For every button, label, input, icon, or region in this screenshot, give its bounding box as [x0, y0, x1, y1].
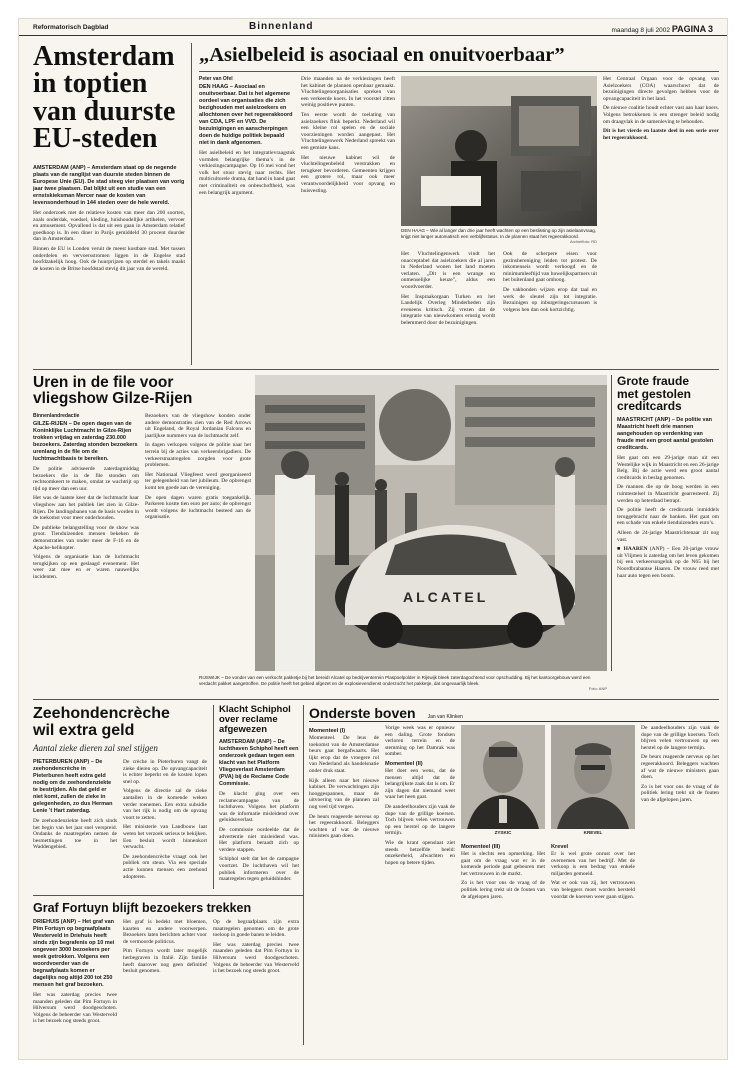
article-zeehond-subtitle: Aantal zieke dieren zal snel stijgen [33, 743, 158, 753]
column-author: Jan van Klinken [427, 714, 463, 720]
article-amsterdam-title [33, 43, 183, 153]
paragraph: Ook de scherpere eisen voor gezinshereniging leiden tot protest. De inkomenseis wordt verhoogd en de minimumleeftijd van huwelijkspartners uit het buitenland gaat omhoog. [503, 251, 597, 284]
paragraph: Het gaat om een 29-jarige man uit een Westelijke wijk in Maastricht en een 26-jarige Belg. Bij de actie werd een groot aantal creditcards in beslag genomen. [617, 455, 719, 481]
title-line: afgewezen [219, 724, 268, 735]
paragraph: De vakbonden wijzen erop dat taal en werk de sleutel zijn tot integratie. Bezuinigen op inburgeringscursussen is volgens hen dan ook kortzichtig. [503, 286, 597, 313]
paragraph: Bezoekers van de vliegshow konden onder andere demonstraties zien van de Red Arrows uit Engeland, de Royal Jordanian Falcons en jaarlijkse nummers van de luchtmacht zelf. [145, 413, 251, 439]
alcatel-photo [255, 375, 607, 671]
paragraph: Volgens de directie zal de zieke aantallen in de komende weken verder toenemen. Een extra subsidie van het rijk is nodig om de opvang voort te zetten. [123, 788, 207, 821]
paragraph: Ten eerste wordt de toelating van asielzoekers flink beperkt. Nederland wil een kleine rol spelen en de sociale voorzieningen worden aangepast. Het Vluchtelingenwerk Nederland spreekt van een gemiste kans. [301, 111, 395, 151]
caption-text: DEN HAAG – Wie al langer dan drie jaar heeft wachten op een beslissing op zijn asielaanvraag, krijgt niet langer automatisch een verblijfsstatus. In de plannen staat het regeerakkoord. [401, 228, 597, 239]
article-schiphol-body [219, 739, 299, 889]
paragraph: De zeehondenziekte heeft zich sinds het begin van het jaar snel verspreid. Ondanks de maatregelen nemen de besmettingen toe in het Waddengebied. [33, 818, 117, 851]
lead-paragraph: PIETERBUREN (ANP) – De zeehondencrèche in Pieterburen heeft extra geld nodig om de zeehondenziekte te bestrijden. Als dat geld er niet komt, zullen de zieke in gelegenheden, zo dus Herman Lenie ’t Hart zaterdag. [33, 759, 113, 814]
paragraph: De crèche in Pieterburen vangt de zieke dieren op. De opvangcapaciteit is echter beperkt en de kosten lopen snel op. [123, 759, 207, 785]
paragraph: Alleen de 24-jarige Maastrichtenaar zit nog vast. [617, 529, 719, 543]
horizontal-rule [33, 895, 303, 896]
column-rule [191, 43, 192, 365]
article-fortuyn-title: Graf Fortuyn blijft bezoekers trekken [33, 901, 252, 915]
article-zeehond-col1 [33, 759, 117, 889]
paragraph: De publieke belangstelling voor de show was groot. Tienduizenden mensen bekeken de demonstraties van onder meer de F-16 en de Apache-helikopter. [33, 524, 139, 551]
lead-paragraph: DRIEHUIS (ANP) – Het graf van Pim Fortuyn op begraafplaats Westerveld in Driehuis heeft sinds zijn begrafenis op 10 mei ongeveer 3000 bezoekers per week getrokken. Volgens een woordvoerder van de begraafplaats komen er dagelijks nog altijd 200 tot 250 mensen het graf bezoeken. [33, 919, 115, 988]
horizontal-rule [33, 369, 719, 370]
portrait-graphic [461, 725, 545, 829]
paragraph: Binnen de EU is Londen veruit de meest kostbare stad. Met tussen onderdelen en vervoersstromen liggen in de Engelse stad hoofdzakelijk hoog. Ook de huurprijzen op sterdel en takels maakt de kosten in de Britse hoofdstad stevig dit jaar van de wereld. [33, 245, 185, 272]
title-line: EU-steden [33, 123, 158, 155]
portrait-caption-krevel: KREVEL [583, 830, 603, 835]
subheading: Krevel [551, 844, 569, 850]
lead-paragraph: DEN HAAG – Asociaal en onuitvoerbaar. Dat is het algemene oordeel van organisaties die zich bezighouden met asielzoekers en allochtonen over het regeerakkoord van CDA, LPF en VVD. De bezuinigingen en aanscherpingen doen de huidige politiek bepaald niet in dank afgenomen. [199, 84, 293, 146]
brief [617, 546, 719, 579]
paragraph: De klacht ging over een reclamecampagne van de luchthaven. Volgens het platform was de informatie misleidend over geluidsoverlast. [219, 791, 299, 824]
section-title: Binnenland [249, 21, 314, 32]
paragraph: Volgens de organisatie kan de luchtmacht terugkijken op een geslaagd evenement. Het weer zat mee en er waren nauwelijks incidenten. [33, 554, 139, 580]
paragraph: De nieuwe coalitie houdt echter vast aan haar koers. Volgens betrokkenen is een strenger beleid nodig om draagvlak in de samenleving te behouden. [603, 105, 719, 125]
paragraph: Het Inspraakorgaan Turken en het Landelijk Overleg Minderheden zijn eveneens kritisch. Zij vrezen dat de integratie van nieuwkomers ernstig wordt belemmerd door de bezuinigingen. [401, 293, 495, 326]
caption-text: RIJSWIJK – De vonder van een verkocht pakketje bij het bereid! Alcatel op bedrijventerrein Plaspoelpolder in Rijswijk bleek zaterdagochtend voor opschudding. Bij het kantoorgebouw werd een verdacht pakket aangetroffen. De politie heeft het gebied afgezet en de explosievendienst onderzocht het pakketje, dat ongevaarlijk bleek. [199, 675, 591, 686]
photo-credit: Foto: ANP [588, 686, 607, 692]
column-rule [611, 375, 612, 671]
photo-graphic [401, 76, 597, 226]
subheading: Momenteel (I) [309, 728, 346, 734]
paragraph: Het onderzoek met de relatieve kosten van meer dan 200 soorten, zoals onderdak, voedsel, kleding, huishoudelijke artikelen, vervoer en amusement. Opvallend is dat uit een gaan in Amsterdam relatief goedkoop is. In een diner in Parijs gemiddeld 30 procent duurder dan in Amsterdam. [33, 210, 185, 243]
article-column-col1 [309, 725, 379, 1045]
portrait-photo-zyskic [461, 725, 545, 829]
article-asiel-col4 [503, 251, 597, 366]
article-gilze-col1 [33, 413, 139, 693]
series-note: Dit is het vierde en laatste deel in een serie over het regeerakkoord. [603, 128, 719, 141]
paragraph: Het was de laatste keer dat de luchtmacht haar vliegshow aan het publiek liet zien in Gilze-Rijen. De landingsbanen van de basis worden in de toekomst voor meer onderhouden. [33, 495, 139, 522]
paragraph: De commissie oordeelde dat de advertentie niet misleidend was. Het platform beraadt zich op verdere stappen. [219, 826, 299, 853]
brief-text: (ANP) – Een 20-jarige vrouw uit Vlijmen is zaterdag om het leven gekomen bij een verkeersongeluk op de N65 bij het Noordbrabantse Haaren. De vrouw reed met haar auto tegen een boom. [617, 546, 719, 579]
article-asiel-col1 [199, 76, 295, 366]
column-rule [303, 705, 304, 1045]
paragraph: Het graf is bedekt met bloemen, kaarten en andere voorwerpen. Bezoekers laten berichten achter voor de vermoorde politicus. [123, 919, 207, 945]
page-number: 3 [707, 24, 713, 34]
article-fortuyn-col1 [33, 919, 117, 1045]
photo-graphic [255, 375, 607, 671]
paragraph: Op de begraafplaats zijn extra maatregelen genomen om de grote toeloop in goede banen te leiden. [213, 919, 299, 939]
page-date [611, 24, 713, 34]
paragraph: Het nieuwe kabinet wil de vluchtelingenbeleid verstrakken en terugkeer bevorderen. Gemeenten krijgen een grotere rol, maar ook meer verantwoordelijkheid voor opvang en huisvesting. [301, 154, 395, 194]
article-fortuyn-col3 [213, 919, 299, 1045]
paragraph: De politie adviseerde zaterdagmiddag bezoekers die in de file stonden om rechtsomkeert te maken, omdat ze wachtrijt op tijd op meer dan een uur. [33, 466, 139, 492]
article-asiel-col5 [603, 76, 719, 366]
title-line: Grote fraude [617, 374, 690, 388]
article-schiphol-title [219, 705, 299, 735]
paragraph: Wie de krant openslaat ziet steeds hetzelfde beeld: onzekerheid, afwachten en hopen op betere tijden. [385, 839, 455, 866]
title-line: creditcards [617, 399, 682, 413]
photo-credit: Archieffoto: RD [569, 239, 597, 245]
paragraph: Het Vluchtelingenwerk vindt het onacceptabel dat asielzoekers die al jaren in Nederland wonen het land moeten verlaten. „Dit is een wrange en onmenselijke keuze”, aldus een woordvoerder. [401, 251, 495, 290]
brief-title: HAAREN [623, 546, 648, 553]
title-line: Amsterdam [33, 43, 175, 72]
title-line: met gestolen [617, 386, 692, 401]
title-line: Uren in de file voor [33, 374, 174, 391]
paragraph: De aandeelhouders zijn vaak de dupe van de grillige koersen. Toch blijven velen vertrouwen op een herstel op de langere termijn. [641, 725, 719, 751]
byline: Peter van Ofel [199, 76, 233, 82]
alcatel-photo-caption [199, 675, 607, 692]
page-header [19, 19, 727, 36]
paragraph: Het Centraal Orgaan voor de opvang van Asielzoekers (COA) waarschuwt dat de bezuinigingen directe gevolgen hebben voor de opvangcapaciteit in het land. [603, 76, 719, 102]
paragraph: Kijk alleen naar het nieuwe kabinet. De verwachtingen zijn hooggespannen, maar de uitvoering van de plannen zal nog veel tijd vergen. [309, 777, 379, 810]
article-zeehond-title [33, 705, 213, 739]
paragraph: Vorige week was er opnieuw een daling. Grote fondsen verloren terrein en de stemming op het Damrak was somber. [385, 725, 455, 758]
title-line: wil extra geld [33, 722, 135, 739]
paragraph: Het was zaterdag precies twee maanden geleden dat Pim Fortuyn in Hilversum werd doodgeschoten. Volgens de beheerder van Westerveld is het bezoek nog steeds groot. [213, 941, 299, 975]
portrait-caption-zyskic: ZYSKIC [494, 830, 512, 835]
paragraph: De aandeelhouders zijn vaak de dupe van de grillige koersen. Toch blijven velen vertrouwen op een herstel op de langere termijn. [385, 803, 455, 837]
article-asiel-col3 [401, 251, 495, 366]
paragraph: Het was zaterdag precies twee maanden geleden dat Pim Fortuyn in Hilversum werd doodgeschoten. Volgens de beheerder van Westerveld is het bezoek nog steeds groot. [33, 992, 117, 1025]
paragraph: Het asielbeleid en het integratievraagstuk vormden belangrijke thema’s in de verkiezingscampagne. Op 16 mei vond het volk het stuur stevig naar rechts. Het multiculturele drama, dat hand in hand gaat met criminaliteit en onbeschoftheid, was een belangrijk argument. [199, 150, 295, 196]
title-line: van duurste [33, 95, 176, 127]
page-label: PAGINA [671, 24, 707, 34]
title-line: Klacht Schiphol [219, 704, 291, 715]
paragraph: Er is wel grote onrust over het overnemen van het bedrijf. Met de verkoop is een bedrag van enkele miljarden gemoeid. [551, 851, 635, 877]
column-rule [213, 705, 214, 889]
paragraph: Het is slechts een opmerking. Het gaat om de vraag wat er in de komende periode gaat gebeuren met het vertrouwen in de markt. [461, 851, 545, 877]
article-column-header [309, 705, 719, 722]
article-zeehond-col2 [123, 759, 207, 889]
paragraph: Drie maanden na de verkiezingen heeft het kabinet de plannen openbaar gemaakt. Vluchtelingenorganisaties spreken van een verkeerde koers. In het voorstel zitten weinig positieve punten. [301, 76, 395, 109]
paragraph: Het doet een wens, dat de mensen altijd dat de belangrijkste zaak dat is om. Er zijn dagen dat niemand weet waar het heen gaat. [385, 767, 455, 801]
byline: Binnenlandredactie [33, 413, 80, 419]
paragraph: De mannen die op de boog werden in een ruimtestelsel in Maastricht gearresteerd. Zij werden op heterdaad betrapt. [617, 484, 719, 504]
paragraph: Momenteel. De leus de toekomst van de Amsterdamse beurs gaat bergafwaarts. Het lijkt erop dat de vroegere rol van Nederland als handelsnatie onder druk staat. [309, 735, 379, 774]
title-rule [199, 71, 719, 72]
title-line: in toptien [33, 68, 148, 100]
article-fraude-title [617, 375, 721, 413]
portrait-graphic [551, 725, 635, 829]
article-asiel-title: „Asielbeleid is asociaal en onuitvoerbaar” [199, 44, 565, 66]
paper-name: Reformatorisch Dagblad [33, 24, 109, 31]
car-label: ALCATEL [403, 589, 489, 605]
title-line: Zeehondencrèche [33, 705, 170, 722]
square-icon: ■ [617, 546, 624, 553]
paragraph: Schiphol stelt dat het de campagne voortzet. De luchthaven wil het publiek informeren over de maatregelen tegen geluidshinder. [219, 856, 299, 883]
horizontal-rule [33, 699, 719, 700]
lead-paragraph: GILZE-RIJEN – De open dagen van de Koninklijke Luchtmacht in Gilze-Rijen trokken vrijdag en zaterdag 230.000 bezoekers. Zaterdag stonden bezoekers urenlang in de file om de luchtmachtbasis te bereiken. [33, 421, 138, 462]
asiel-photo-caption [401, 228, 597, 245]
subheading: Momenteel (III) [461, 844, 501, 850]
paragraph: In dagen verkopen volgens de politie naar het terrein bij de acties van verkeersbrigadiers. De verkeersmaatregelen zorgden voor grote problemen. [145, 442, 251, 469]
article-fraude-body [617, 417, 719, 677]
title-line: over reclame [219, 714, 278, 725]
lead-paragraph: MAASTRICHT (ANP) – De politie van Maastricht heeft drie mannen aangehouden op verdenking van fraude met een groot aantal gestolen creditcards. [617, 417, 714, 451]
paragraph: De zeehondencrèche vraagt ook het publiek om steun. Via een speciale actie kunnen mensen een zeehond adopteren. [123, 853, 207, 880]
paragraph: Zo is het voor ons de vraag of de politiek lering trekt uit de fouten van de afgelopen jaren. [641, 783, 719, 803]
lead-paragraph: AMSTERDAM (ANP) – De luchthaven Schiphol heeft een onderzoek gedaan tegen een klacht van het Platform Vliegoverlast Amsterdam (PVA) bij de Reclame Code Commissie. [219, 739, 299, 787]
column-title: Onderste boven [309, 705, 416, 721]
article-column-col3 [461, 841, 545, 1045]
paragraph: De beurs reageerde nerveus op het regeerakkoord. Beleggers wachten af wat de nieuwe ministers gaan doen. [641, 754, 719, 781]
newspaper-page [18, 18, 728, 1060]
paragraph: De politie heeft de creditcards inmiddels teruggebracht naar de banken. Het gaat om een schade van enkele tienduizenden euro’s. [617, 507, 719, 527]
paragraph: Het ministerie van Landbouw laat weten het verzoek serieus te bekijken. Een besluit wordt binnenkort verwacht. [123, 824, 207, 851]
date-text: maandag 8 juli 2002 [611, 27, 671, 34]
article-gilze-col2 [145, 413, 251, 693]
paragraph: Het Nationaal Vliegfeest werd georganiseerd ter gelegenheid van het jubileum. De opbrengst komt ten goede aan de vereniging. [145, 471, 251, 491]
portrait-photo-krevel [551, 725, 635, 829]
paragraph: Zo is het voor ons de vraag of de politiek lering trekt uit de fouten van de afgelopen jaren. [461, 880, 545, 900]
article-fortuyn-col2 [123, 919, 207, 1045]
article-column-col5 [641, 725, 719, 1045]
text-column [33, 165, 185, 365]
paragraph: Pim Fortuyn wordt later mogelijk herbegraven in Italië. Zijn familie heeft daarover nog geen definitief besluit genomen. [123, 948, 207, 975]
lead-paragraph: AMSTERDAM (ANP) – Amsterdam staat op de negende plaats van de ranglijst van duurste steden binnen de Europese Unie (EU). De stad steeg vier plaatsen van vorig jaar twee plaatsen. Dat blijkt uit een studie van een ernstskieksman Mercer naar de kosten van levensonderhoud in 144 steden over de hele wereld. [33, 165, 185, 206]
article-amsterdam-body [33, 165, 185, 365]
article-column-col4 [551, 841, 635, 1045]
paragraph: Wat er ook van zij, het vertrouwen van beleggers moet worden hersteld voordat de koersen weer gaan stijgen. [551, 880, 635, 900]
asiel-photo [401, 76, 597, 226]
paragraph: De beurs reageerde nerveus op het regeerakkoord. Beleggers wachten af wat de nieuwe ministers gaan doen. [309, 813, 379, 840]
article-column-col2 [385, 725, 455, 1045]
article-asiel-col2 [301, 76, 395, 366]
subheading: Momenteel (II) [385, 760, 423, 767]
title-line: vliegshow Gilze-Rijen [33, 390, 193, 407]
paragraph: De open dagen waren gratis toegankelijk. Parkeren kostte tien euro per auto; de opbrengst wordt volgens de luchtmacht besteed aan de organisatie. [145, 494, 251, 521]
